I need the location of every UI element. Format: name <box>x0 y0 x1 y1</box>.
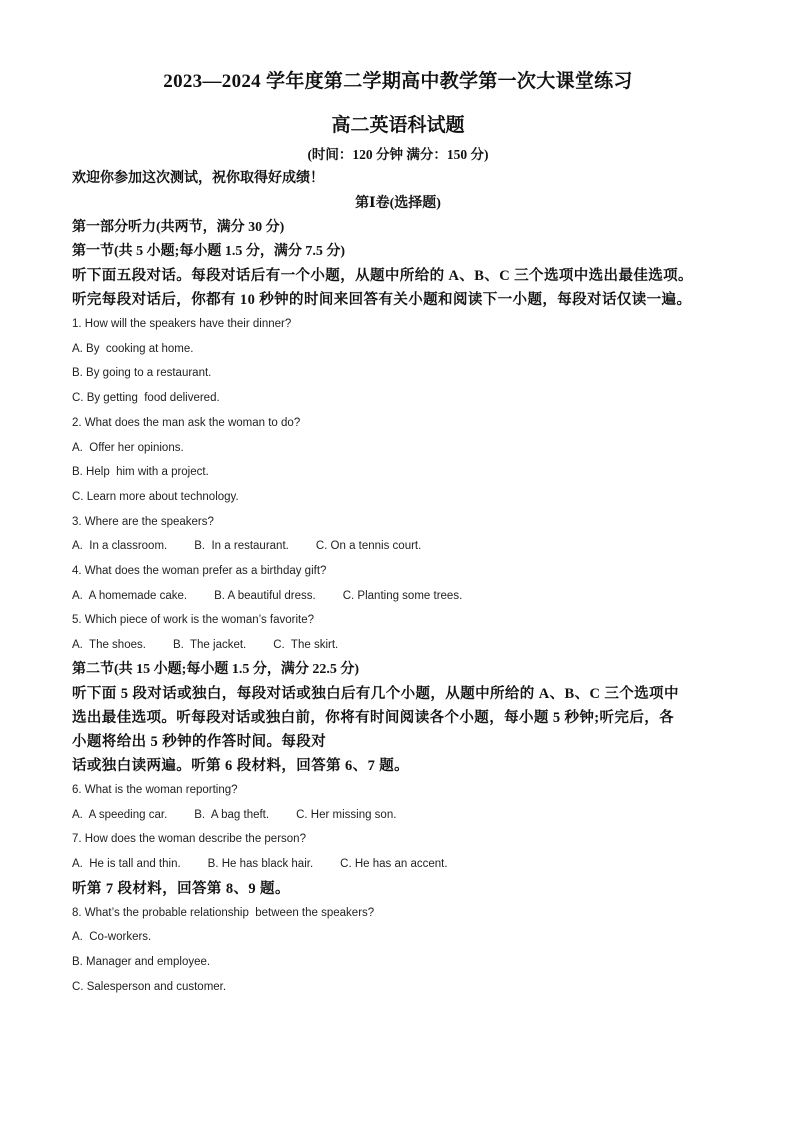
option-b: B. The jacket. <box>172 639 247 652</box>
question-6 <box>72 778 724 827</box>
option-a: A. A speeding car. <box>72 808 168 821</box>
option-b: B. A bag theft. <box>194 808 270 821</box>
option-c: C. On a tennis court. <box>315 540 422 553</box>
options-row <box>72 852 724 877</box>
option-b: B. In a restaurant. <box>194 540 289 553</box>
section2-instruction-line: 听下面 5 段对话或独白，每段对话或独白后有几个小题，从题中所给的 A、B、C 三个选项中 <box>72 685 679 702</box>
section2-instruction-line: 小题将给出 5 秒钟的作答时间。每段对 <box>72 733 327 750</box>
option-a: A. By cooking at home. <box>72 342 194 355</box>
question-stem: 3. Where are the speakers? <box>72 515 214 528</box>
question-stem: 5. Which piece of work is the woman’s favorite? <box>72 614 315 627</box>
option-c: C. Learn more about technology. <box>72 490 239 503</box>
material-7-instruction: 听第 7 段材料，回答第 8、9 题。 <box>72 880 290 897</box>
question-8 <box>72 901 724 1000</box>
question-1 <box>72 312 724 411</box>
option-a: A. Co-workers. <box>72 931 152 944</box>
option-c: C. Her missing son. <box>296 808 397 821</box>
option-b: B. A beautiful dress. <box>214 589 316 602</box>
option-c: C. The skirt. <box>273 639 339 652</box>
option-c: C. Salesperson and customer. <box>72 980 227 993</box>
exam-page <box>72 68 724 999</box>
option-c: C. Planting some trees. <box>342 589 463 602</box>
options-row <box>72 534 724 559</box>
exam-title: 2023—2024 学年度第二学期高中教学第一次大课堂练习 <box>163 71 633 92</box>
option-a: A. Offer her opinions. <box>72 441 184 454</box>
question-stem: 4. What does the woman prefer as a birthday gift? <box>72 565 327 578</box>
section1-heading: 第一节(共 5 小题;每小题 1.5 分，满分 7.5 分) <box>72 244 345 259</box>
section1-instruction-line: 听完每段对话后，你都有 10 秒钟的时间来回答有关小题和阅读下一小题，每段对话仅读一遍。 <box>72 292 692 308</box>
option-c: C. By getting food delivered. <box>72 392 220 405</box>
question-5 <box>72 608 724 657</box>
option-c: C. He has an accent. <box>340 857 448 870</box>
section2-heading: 第二节(共 15 小题;每小题 1.5 分，满分 22.5 分) <box>72 661 359 677</box>
time-info: (时间：120 分钟 满分：150 分) <box>307 147 489 162</box>
option-b: B. Help him with a project. <box>72 466 209 479</box>
section2-instruction-line: 选出最佳选项。听每段对话或独白前，你将有时间阅读各个小题，每小题 5 秒钟;听完后，各 <box>72 709 675 726</box>
option-a: A. He is tall and thin. <box>72 857 181 870</box>
question-2 <box>72 411 724 510</box>
question-3 <box>72 510 724 559</box>
question-stem: 1. How will the speakers have their dinner? <box>72 318 292 330</box>
question-7 <box>72 827 724 876</box>
option-a: A. In a classroom. <box>72 540 168 553</box>
option-b: B. He has black hair. <box>207 857 314 870</box>
exam-subtitle: 高二英语科试题 <box>331 115 465 136</box>
section1-instruction-line: 听下面五段对话。每段对话后有一个小题，从题中所给的 A、B、C 三个选项中选出最佳选项。 <box>72 268 693 284</box>
option-b: B. Manager and employee. <box>72 956 211 969</box>
options-row <box>72 803 724 828</box>
question-stem: 2. What does the man ask the woman to do? <box>72 416 301 429</box>
option-a: A. The shoes. <box>72 639 146 652</box>
part1-heading: 第一部分听力(共两节，满分 30 分) <box>72 220 285 235</box>
question-stem: 8. What’s the probable relationship between the speakers? <box>72 906 375 919</box>
options-row <box>72 584 724 609</box>
section2-instruction-line: 话或独白读两遍。听第 6 段材料，回答第 6、7 题。 <box>72 757 410 774</box>
volume-heading: 第Ⅰ卷(选择题) <box>355 196 441 211</box>
welcome-message: 欢迎你参加这次测试，祝你取得好成绩！ <box>72 171 324 186</box>
question-stem: 7. How does the woman describe the person? <box>72 833 306 846</box>
question-stem: 6. What is the woman reporting? <box>72 783 238 796</box>
option-a: A. A homemade cake. <box>72 589 188 602</box>
question-4 <box>72 559 724 608</box>
option-b: B. By going to a restaurant. <box>72 367 212 380</box>
options-row <box>72 633 724 658</box>
